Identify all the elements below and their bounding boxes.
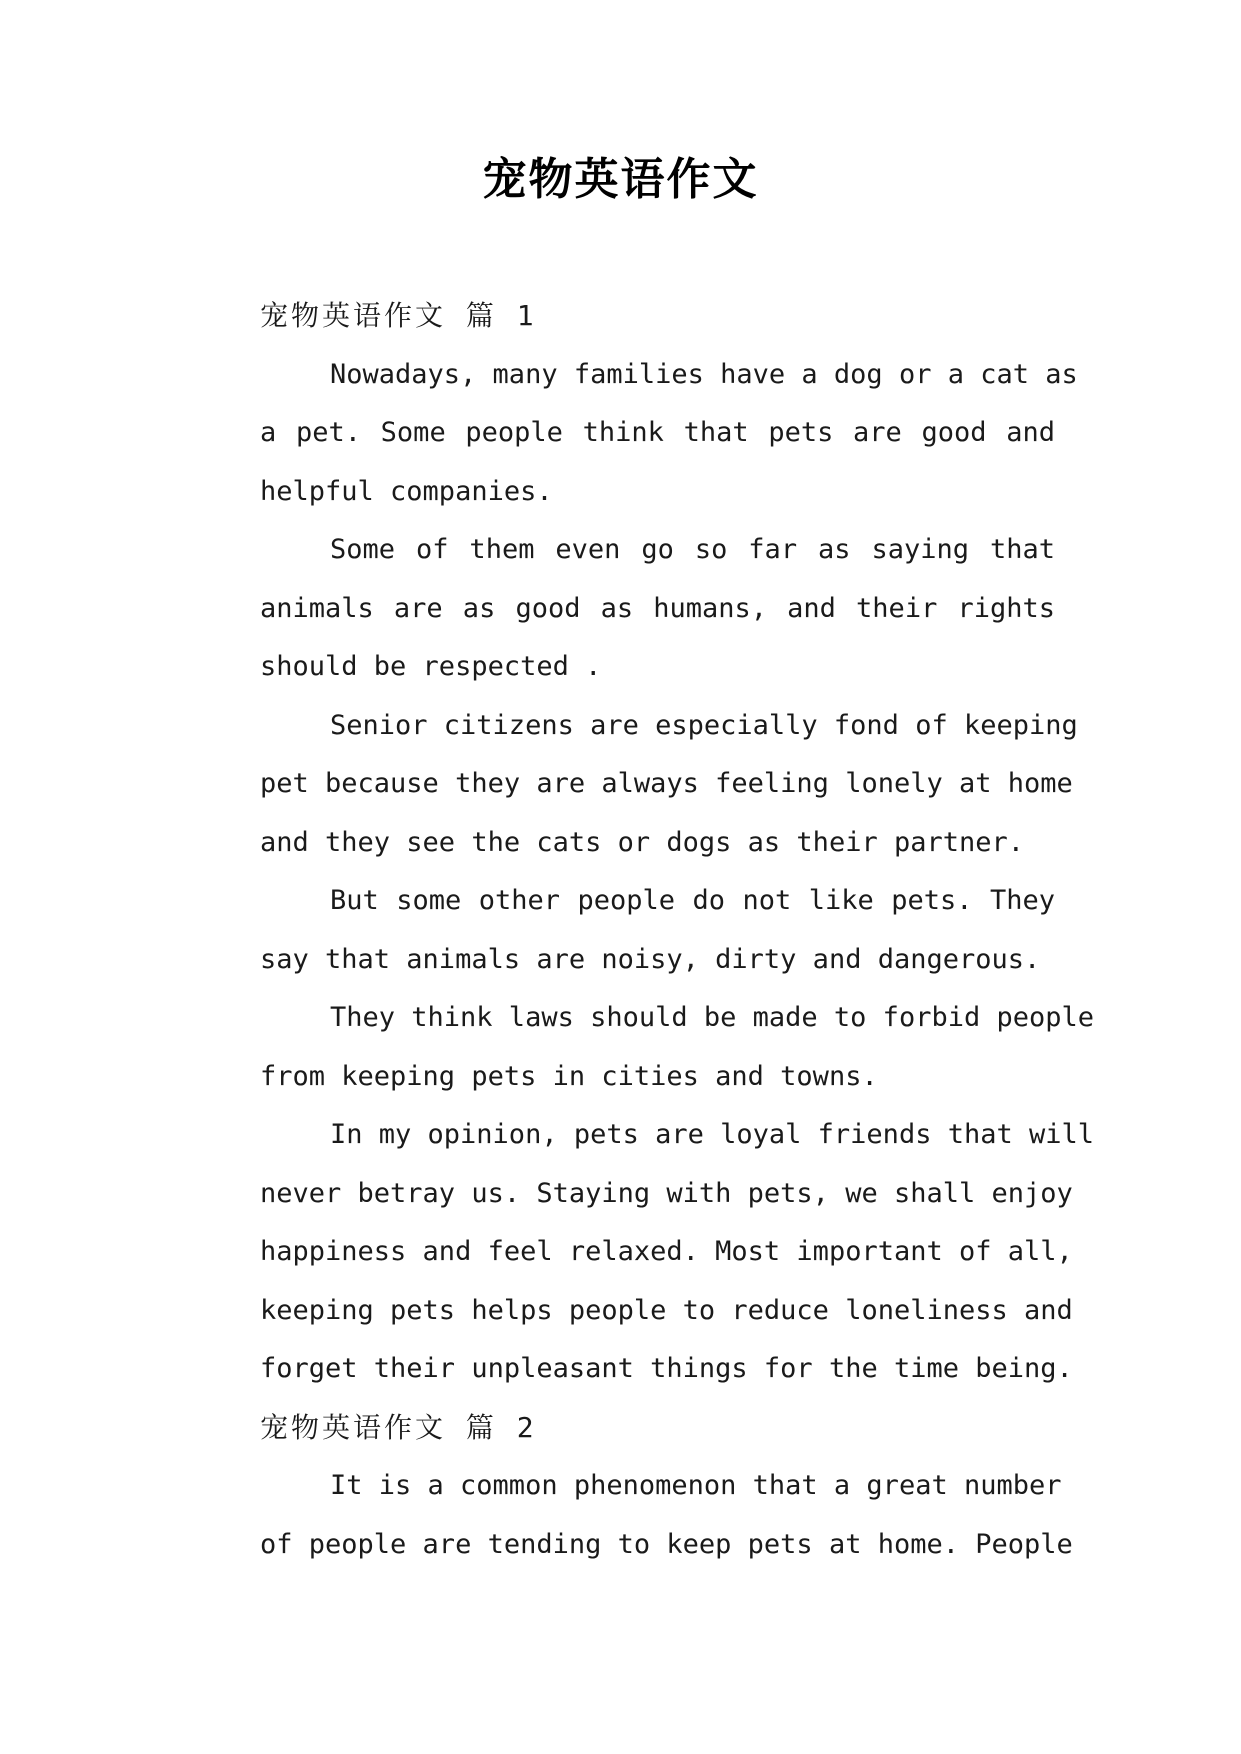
text-line: Senior citizens are especially fond of keeping (330, 709, 1078, 741)
section-heading-2: 宠物英语作文 篇 2 (260, 1410, 537, 1444)
text-line: It is a common phenomenon that a great number (330, 1470, 1062, 1501)
document-title: 宠物英语作文 (482, 154, 759, 205)
text-line: happiness and feel relaxed. Most important of all, (260, 1236, 1073, 1267)
section-heading-1: 宠物英语作文 篇 1 (260, 299, 537, 332)
paragraph (190, 521, 1055, 697)
paragraph (190, 1106, 1095, 1399)
text-line: animals are as good as humans, and their rights (260, 592, 1055, 624)
text-line: They think laws should be made to forbid people (330, 1002, 1095, 1033)
paragraph (190, 346, 1078, 522)
text-line: But some other people do not like pets. They (330, 885, 1055, 916)
text-line: a pet. Some people think that pets are good and (260, 417, 1055, 448)
text-line: helpful companies. (260, 475, 553, 507)
text-line: of people are tending to keep pets at home. People (260, 1528, 1073, 1560)
text-line: and they see the cats or dogs as their partner. (260, 826, 1025, 858)
text-line: Nowadays, many families have a dog or a cat as (330, 358, 1078, 390)
text-line: In my opinion, pets are loyal friends that will (330, 1119, 1095, 1150)
text-line: say that animals are noisy, dirty and dangerous. (260, 943, 1041, 975)
paragraph (190, 1457, 1073, 1574)
text-line: should be respected . (260, 651, 602, 682)
text-line: pet because they are always feeling lonely at home (260, 768, 1073, 799)
paragraph (190, 697, 1078, 873)
paragraph (190, 989, 1095, 1106)
text-line: from keeping pets in cities and towns. (260, 1060, 878, 1092)
text-line: keeping pets helps people to reduce loneliness and (260, 1294, 1073, 1326)
paragraph (190, 872, 1055, 989)
document-body (190, 287, 1095, 1574)
text-line: Some of them even go so far as saying that (330, 534, 1055, 565)
text-line: forget their unpleasant things for the time being. (260, 1353, 1073, 1384)
text-line: never betray us. Staying with pets, we shall enjoy (260, 1177, 1073, 1209)
